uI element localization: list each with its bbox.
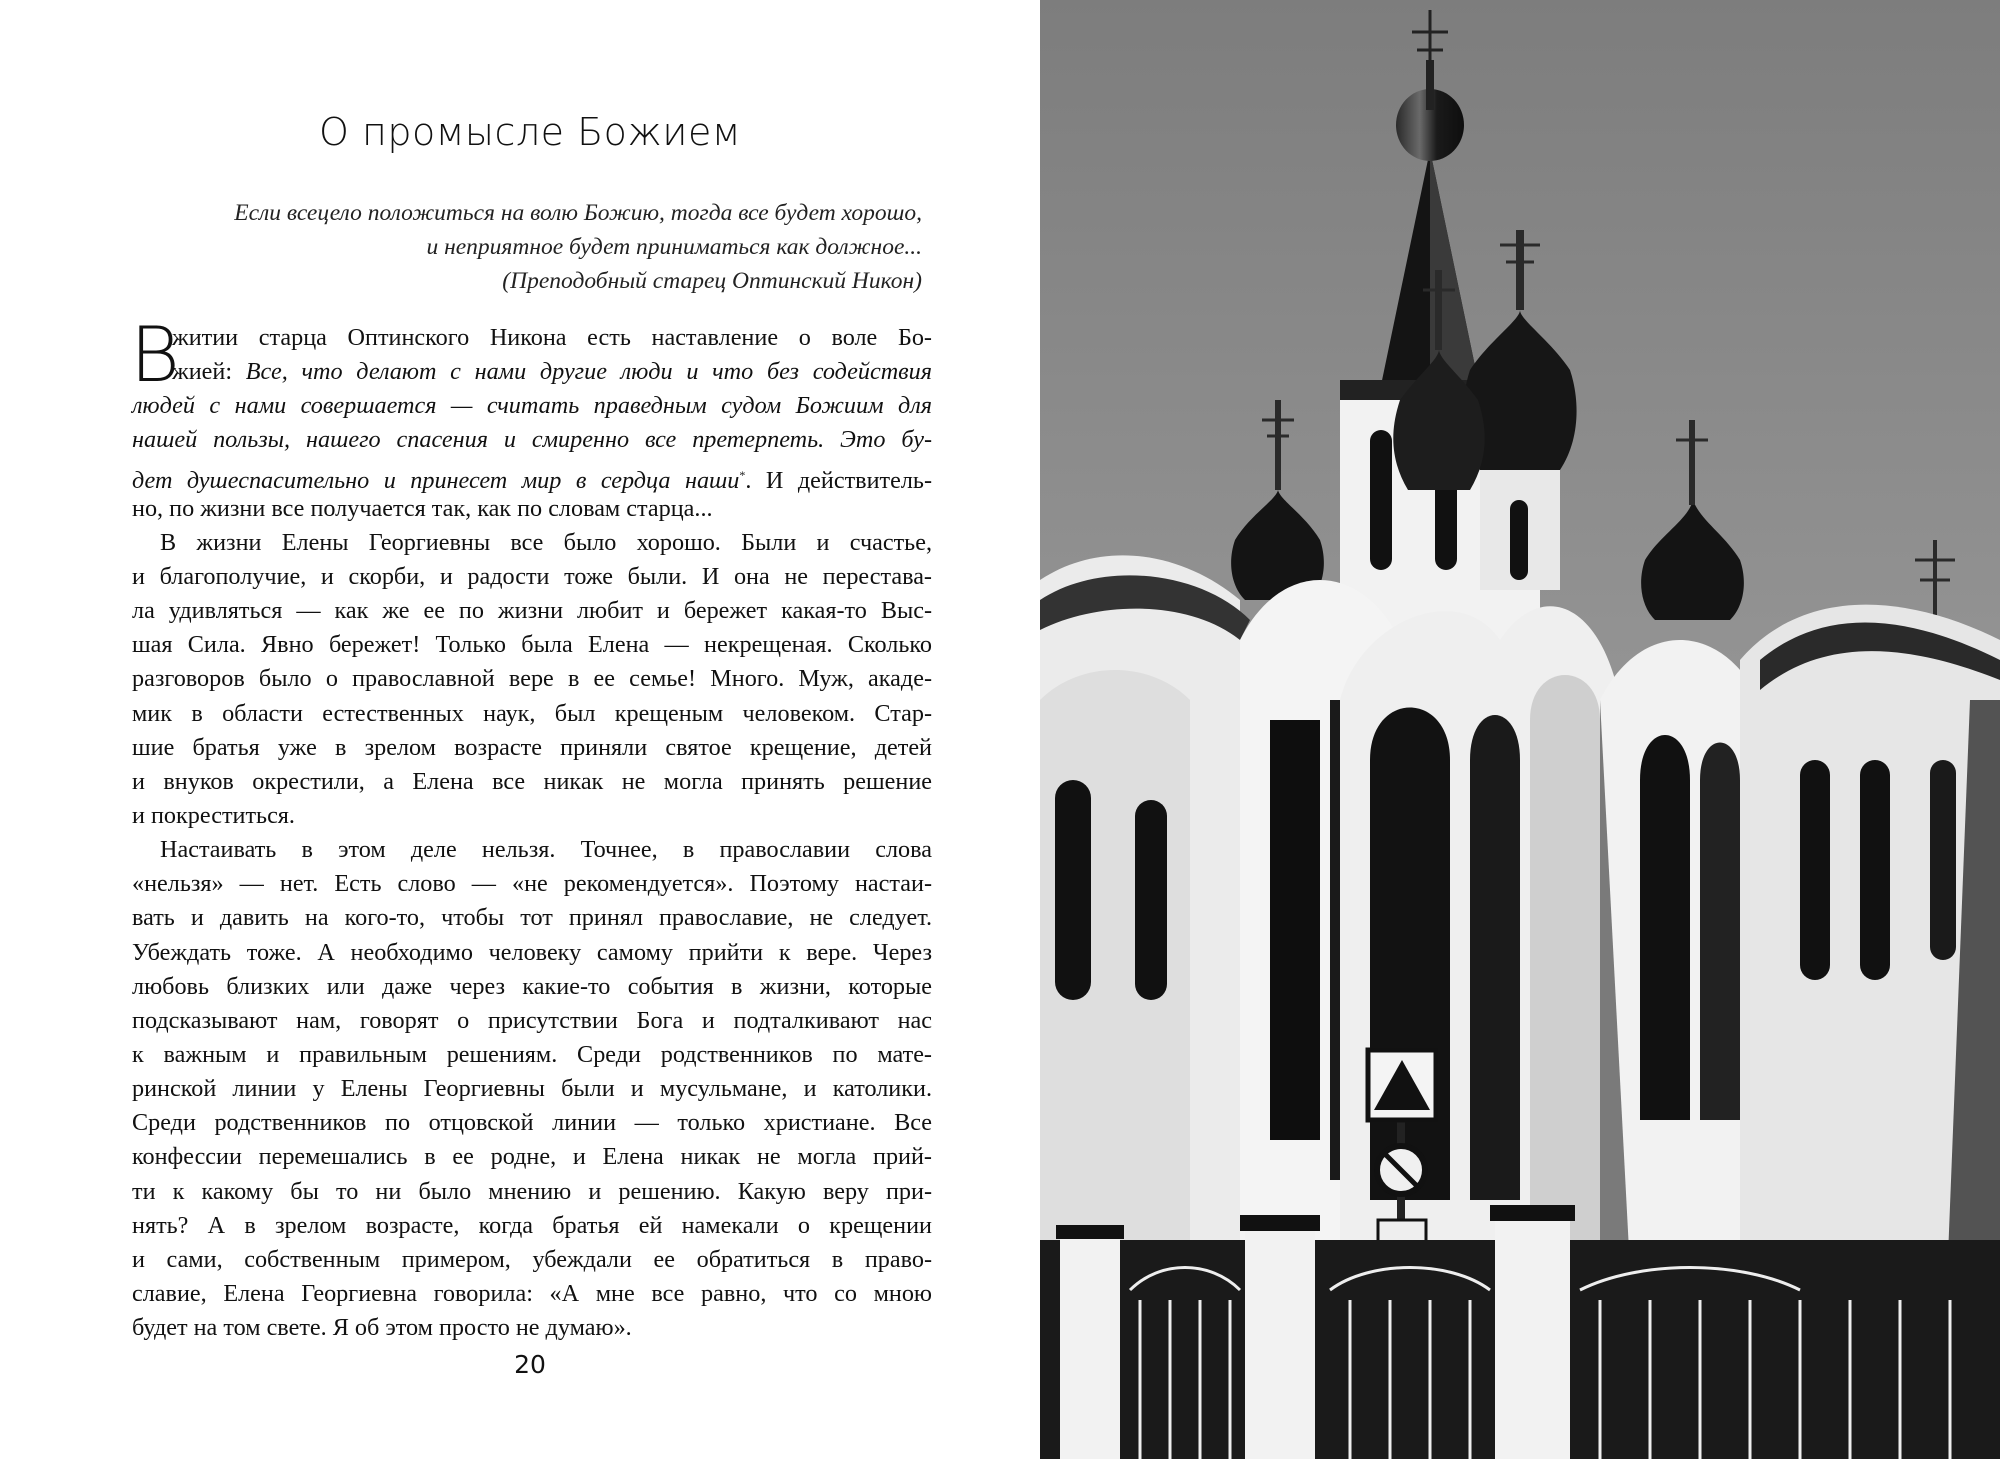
text-line: ла удивляться — как же ее по жизни любит и бережет какая-то Выс- [132,597,932,625]
text-line: Настаивать в этом деле нельзя. Точнее, в православии слова [160,836,932,864]
text-line: Среди родственников по отцовской линии — только христиане. Все [132,1109,932,1137]
text-line: славие, Елена Георгиевна говорила: «А мне все равно, что со мною [132,1279,932,1307]
footnote-marker: * [739,467,746,482]
text-line: нять? А в зрелом возрасте, когда братья ей намекали о крещении [132,1211,932,1239]
epigraph-line: и неприятное будет приниматься как должное... [426,234,922,260]
text-line: Убеждать тоже. А необходимо человеку самому прийти к вере. Через [132,938,932,966]
page-number: 20 [514,1350,546,1379]
text-line: ти к какому бы то ни было мнению и решению. Какую веру при- [132,1177,932,1205]
text-line: ринской линии у Елены Георгиевны были и мусульмане, и католики. [132,1075,932,1103]
epigraph-attribution: (Преподобный старец Оптинский Никон) [502,268,922,294]
text-line: к важным и правильным решениям. Среди родственников по мате- [132,1040,932,1068]
text-line: людей с нами совершается — считать праведным судом Божиим для [132,392,932,420]
text-line: разговоров было о православной вере в ее семье! Много. Муж, акаде- [132,665,932,693]
text-line: любовь близких или даже через какие-то события в жизни, которые [132,972,932,1000]
text-line: подсказывают нам, говорят о присутствии Бога и подталкивают нас [132,1006,932,1034]
drop-cap: В [130,310,180,399]
text-line: «нельзя» — нет. Есть слово — «не рекомендуется». Поэтому настаи- [132,870,932,898]
text-line: шая Сила. Явно бережет! Только была Елена — некрещеная. Сколько [132,631,932,659]
church-illustration [1040,0,2000,1459]
text-line: и покреститься. [132,801,295,829]
text-line: житии старца Оптинского Никона есть наставление о воле Бо- [172,324,932,351]
epigraph [130,196,922,298]
epigraph-line: Если всецело положиться на волю Божию, тогда все будет хорошо, [234,200,922,226]
chapter-title: О промысле Божием [319,110,741,154]
text-line: но, по жизни все получается так, как по словам старца... [132,494,713,522]
text-line: В жизни Елены Георгиевны все было хорошо. Были и счастье, [160,528,932,556]
text-line: конфессии перемешались в ее родне, и Елена никак не могла прий- [132,1143,932,1171]
text-line: шие братья уже в зрелом возрасте приняли святое крещение, детей [132,733,932,761]
body-text [132,321,932,1345]
fence [1040,1205,2000,1459]
text-line: жией: Все, что делают с нами другие люди и что без содействия [172,358,932,386]
text-line: и благополучие, и скорби, и радости тоже были. И она не перестава- [132,562,932,590]
text-line: нашей пользы, нашего спасения и смиренно все претерпеть. Это бу- [132,426,932,454]
text-line: и сами, собственным примером, убеждали ее обратиться в право- [132,1245,932,1273]
church-photo [1040,0,2000,1459]
text-line: вать и давить на кого-то, чтобы тот принял православие, не следует. [132,904,932,932]
text-line: мик в области естественных наук, был крещеным человеком. Стар- [132,699,932,727]
text-line: и внуков окрестили, а Елена все никак не могла принять решение [132,767,932,795]
text-line: дет душеспасительно и принесет мир в сердца наши*. И действитель- [132,466,932,494]
text-line: будет на том свете. Я об этом просто не думаю». [132,1314,632,1342]
